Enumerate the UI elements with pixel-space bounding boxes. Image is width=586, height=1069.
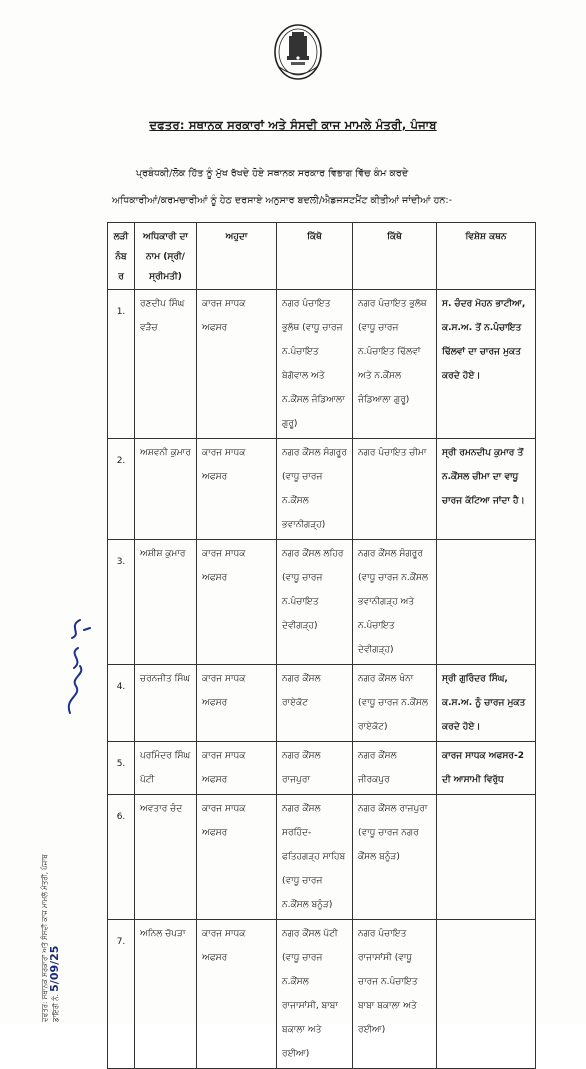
- cell-post: ਕਾਰਜ ਸਾਧਕ ਅਫਸਰ: [197, 439, 277, 540]
- intro-line-2: ਅਧਿਕਾਰੀਆਂ/ਕਰਮਚਾਰੀਆਂ ਨੂੰ ਹੇਠ ਦਰਸਾਏ ਅਨੁਸਾਰ ਬਦਲੀ/ਐਡਜਸਟਮੈਂਟ ਕੀਤੀਆਂ ਜਾਂਦੀਆਂ ਹਨ:-: [112, 195, 452, 206]
- cell-sr: 6.: [108, 795, 135, 920]
- cell-to: ਨਗਰ ਪੰਚਾਇਤ ਚੀਮਾ: [353, 439, 437, 540]
- stamp-office-line: ਦਫਤਰ: ਸਥਾਨਕ ਸਰਕਾਰਾਂ ਅਤੇ ਸੰਸਦੀ ਕਾਜ ਮਾਮਲੇ ਮੰਤਰੀ, ਪੰਜਾਬ: [41, 854, 49, 1022]
- cell-post: ਕਾਰਜ ਸਾਧਕ ਅਫਸਰ: [197, 540, 277, 665]
- cell-sr: 5.: [108, 742, 135, 795]
- intro-line-1: ਪ੍ਰਬੰਧਕੀ/ਲੋਕ ਹਿੱਤ ਨੂੰ ਮੁੱਖ ਰੱਖਦੇ ਹੋਏ ਸਥਾਨਕ ਸਰਕਾਰ ਵਿਭਾਗ ਵਿੱਚ ਕੰਮ ਕਰਦੇ: [136, 168, 409, 179]
- cell-from: ਨਗਰ ਕੌਂਸਲ ਰਾਏਕੋਟ: [277, 665, 353, 742]
- table-row: [108, 742, 536, 795]
- header-remarks: ਵਿਸ਼ੇਸ਼ ਕਥਨ: [437, 223, 536, 290]
- cell-remarks: ਕਾਰਜ ਸਾਧਕ ਅਫਸਰ-2 ਦੀ ਆਸਾਮੀ ਵਿਰੁੱਧ: [437, 742, 536, 795]
- cell-from: ਨਗਰ ਕੌਂਸਲ ਪੱਟੀ (ਵਾਧੂ ਚਾਰਜ ਨ.ਕੌਂਸਲ ਰਾਜਾਸਾਂਸੀ, ਬਾਬਾ ਬਕਾਲਾ ਅਤੇ ਰਈਆ): [277, 920, 353, 1069]
- cell-from: ਨਗਰ ਕੌਂਸਲ ਲਹਿਰ (ਵਾਧੂ ਚਾਰਜ ਨ.ਪੰਚਾਇਤ ਦੇਵੀਗੜ੍ਹ): [277, 540, 353, 665]
- emblem-caption: [282, 93, 329, 109]
- cell-sr: 3.: [108, 540, 135, 665]
- cell-to: ਨਗਰ ਕੌਂਸਲ ਰਾਜਪੁਰਾ (ਵਾਧੂ ਚਾਰਜ ਨਗਰ ਕੌਂਸਲ ਬਨੂੰੜ): [353, 795, 437, 920]
- cell-post: ਕਾਰਜ ਸਾਧਕ ਅਫਸਰ: [197, 665, 277, 742]
- cell-to: ਨਗਰ ਕੌਂਸਲ ਖੰਨਾ (ਵਾਧੂ ਚਾਰਜ ਨ.ਕੌਂਸਲ ਰਾਏਕੋਟ): [353, 665, 437, 742]
- intro-paragraph: [112, 160, 532, 214]
- header-to: ਕਿੱਥੇ: [353, 223, 437, 290]
- table-row: [108, 540, 536, 665]
- cell-name: ਅਵਤਾਰ ਚੰਦ: [135, 795, 197, 920]
- state-emblem-icon: [272, 22, 324, 84]
- table-row: [108, 290, 536, 439]
- cell-post: ਕਾਰਜ ਸਾਧਕ ਅਫਸਰ: [197, 920, 277, 1069]
- cell-name: ਪਰਮਿੰਦਰ ਸਿੰਘ ਪੱਟੀ: [135, 742, 197, 795]
- cell-name: ਅਨਿਲ ਚੋਪੜਾ: [135, 920, 197, 1069]
- cell-sr: 1.: [108, 290, 135, 439]
- stamp-diary-label: ਡਾਇਰੀ ਨੰ.: [52, 994, 60, 1022]
- cell-remarks: [437, 540, 536, 665]
- header-name: ਅਧਿਕਾਰੀ ਦਾ ਨਾਮ (ਸ੍ਰੀ/ਸ੍ਰੀਮਤੀ): [135, 223, 197, 290]
- table-row: [108, 439, 536, 540]
- transfer-table: [107, 222, 536, 1069]
- cell-name: ਅਸ਼ੀਸ਼ ਕੁਮਾਰ: [135, 540, 197, 665]
- cell-post: ਕਾਰਜ ਸਾਧਕ ਅਫਸਰ: [197, 795, 277, 920]
- cell-to: ਨਗਰ ਪੰਚਾਇਤ ਭੁਲੱਥ (ਵਾਧੂ ਚਾਰਜ ਨ.ਪੰਚਾਇਤ ਢਿੱਲਵਾਂ ਅਤੇ ਨ.ਕੌਂਸਲ ਜੰਡਿਆਲਾ ਗੁਰੂ): [353, 290, 437, 439]
- header-from: ਕਿੱਥੋ: [277, 223, 353, 290]
- header-sr: ਲੜੀ ਨੰਬਰ: [108, 223, 135, 290]
- handwritten-signature: [60, 608, 104, 718]
- office-title: ਦਫਤਰ: ਸਥਾਨਕ ਸਰਕਾਰਾਂ ਅਤੇ ਸੰਸਦੀ ਕਾਜ ਮਾਮਲੇ ਮੰਤਰੀ, ਪੰਜਾਬ: [149, 118, 437, 132]
- cell-remarks: [437, 920, 536, 1069]
- table-row: [108, 795, 536, 920]
- cell-name: ਚਰਨਜੀਤ ਸਿੰਘ: [135, 665, 197, 742]
- cell-from: ਨਗਰ ਕੌਂਸਲ ਸਰਹਿੰਦ-ਫਤਿਹਗੜ੍ਹ ਸਾਹਿਬ (ਵਾਧੂ ਚਾਰਜ ਨ.ਕੌਂਸਲ ਬਨੂੰੜ): [277, 795, 353, 920]
- cell-sr: 2.: [108, 439, 135, 540]
- cell-name: ਰਣਦੀਪ ਸਿੰਘ ਵੜੈਚ: [135, 290, 197, 439]
- stamp-diary-line: [50, 822, 61, 1022]
- cell-name: ਅਸ਼ਵਨੀ ਕੁਮਾਰ: [135, 439, 197, 540]
- cell-post: ਕਾਰਜ ਸਾਧਕ ਅਫਸਰ: [197, 290, 277, 439]
- receipt-stamp: [40, 822, 130, 1022]
- cell-remarks: ਸ. ਚੰਦਰ ਮੋਹਨ ਭਾਟੀਆ, ਕ.ਸ.ਅ. ਤੋਂ ਨ.ਪੰਚਾਇਤ ਢਿੱਲਵਾਂ ਦਾ ਚਾਰਜ ਮੁਕਤ ਕਰਦੇ ਹੋਏ।: [437, 290, 536, 439]
- stamp-date: 5/09/25: [48, 945, 61, 992]
- cell-sr: 7.: [108, 920, 135, 1069]
- cell-to: ਨਗਰ ਕੌਂਸਲ ਸੰਗਰੂਰ (ਵਾਧੂ ਚਾਰਜ ਨ.ਕੌਂਸਲ ਭਵਾਨੀਗੜ੍ਹ ਅਤੇ ਨ.ਪੰਚਾਇਤ ਦੇਵੀਗੜ੍ਹ): [353, 540, 437, 665]
- table-row: [108, 665, 536, 742]
- cell-from: ਨਗਰ ਪੰਚਾਇਤ ਭੁਲੱਥ (ਵਾਧੂ ਚਾਰਜ ਨ.ਪੰਚਾਇਤ ਬੇਗੋਵਾਲ ਅਤੇ ਨ.ਕੌਂਸਲ ਜੰਡਿਆਲਾ ਗੁਰੂ): [277, 290, 353, 439]
- cell-remarks: [437, 795, 536, 920]
- cell-post: ਕਾਰਜ ਸਾਧਕ ਅਫਸਰ: [197, 742, 277, 795]
- cell-remarks: ਸ੍ਰੀ ਰਮਨਦੀਪ ਕੁਮਾਰ ਤੋਂ ਨ.ਕੌਂਸਲ ਚੀਮਾ ਦਾ ਵਾਧੂ ਚਾਰਜ ਕੱਟਿਆ ਜਾਂਦਾ ਹੈ।: [437, 439, 536, 540]
- header-post: ਅਹੁਦਾ: [197, 223, 277, 290]
- cell-from: ਨਗਰ ਕੌਂਸਲ ਸੰਗਰੂਰ (ਵਾਧੂ ਚਾਰਜ ਨ.ਕੌਂਸਲ ਭਵਾਨੀਗੜ੍ਹ): [277, 439, 353, 540]
- cell-sr: 4.: [108, 665, 135, 742]
- cell-to: ਨਗਰ ਕੌਂਸਲ ਜੀਰਕਪੁਰ: [353, 742, 437, 795]
- cell-to: ਨਗਰ ਪੰਚਾਇਤ ਰਾਜਾਸਾਂਸੀ (ਵਾਧੂ ਚਾਰਜ ਨ.ਪੰਚਾਇਤ ਬਾਬਾ ਬਕਾਲਾ ਅਤੇ ਰਈਆ): [353, 920, 437, 1069]
- cell-from: ਨਗਰ ਕੌਂਸਲ ਰਾਜਪੁਰਾ: [277, 742, 353, 795]
- cell-remarks: ਸ੍ਰੀ ਗੁਰਿੰਦਰ ਸਿੰਘ, ਕ.ਸ.ਅ. ਨੂੰ ਚਾਰਜ ਮੁਕਤ ਕਰਦੇ ਹੋਏ।: [437, 665, 536, 742]
- table-row: [108, 920, 536, 1069]
- table-header-row: [108, 223, 536, 290]
